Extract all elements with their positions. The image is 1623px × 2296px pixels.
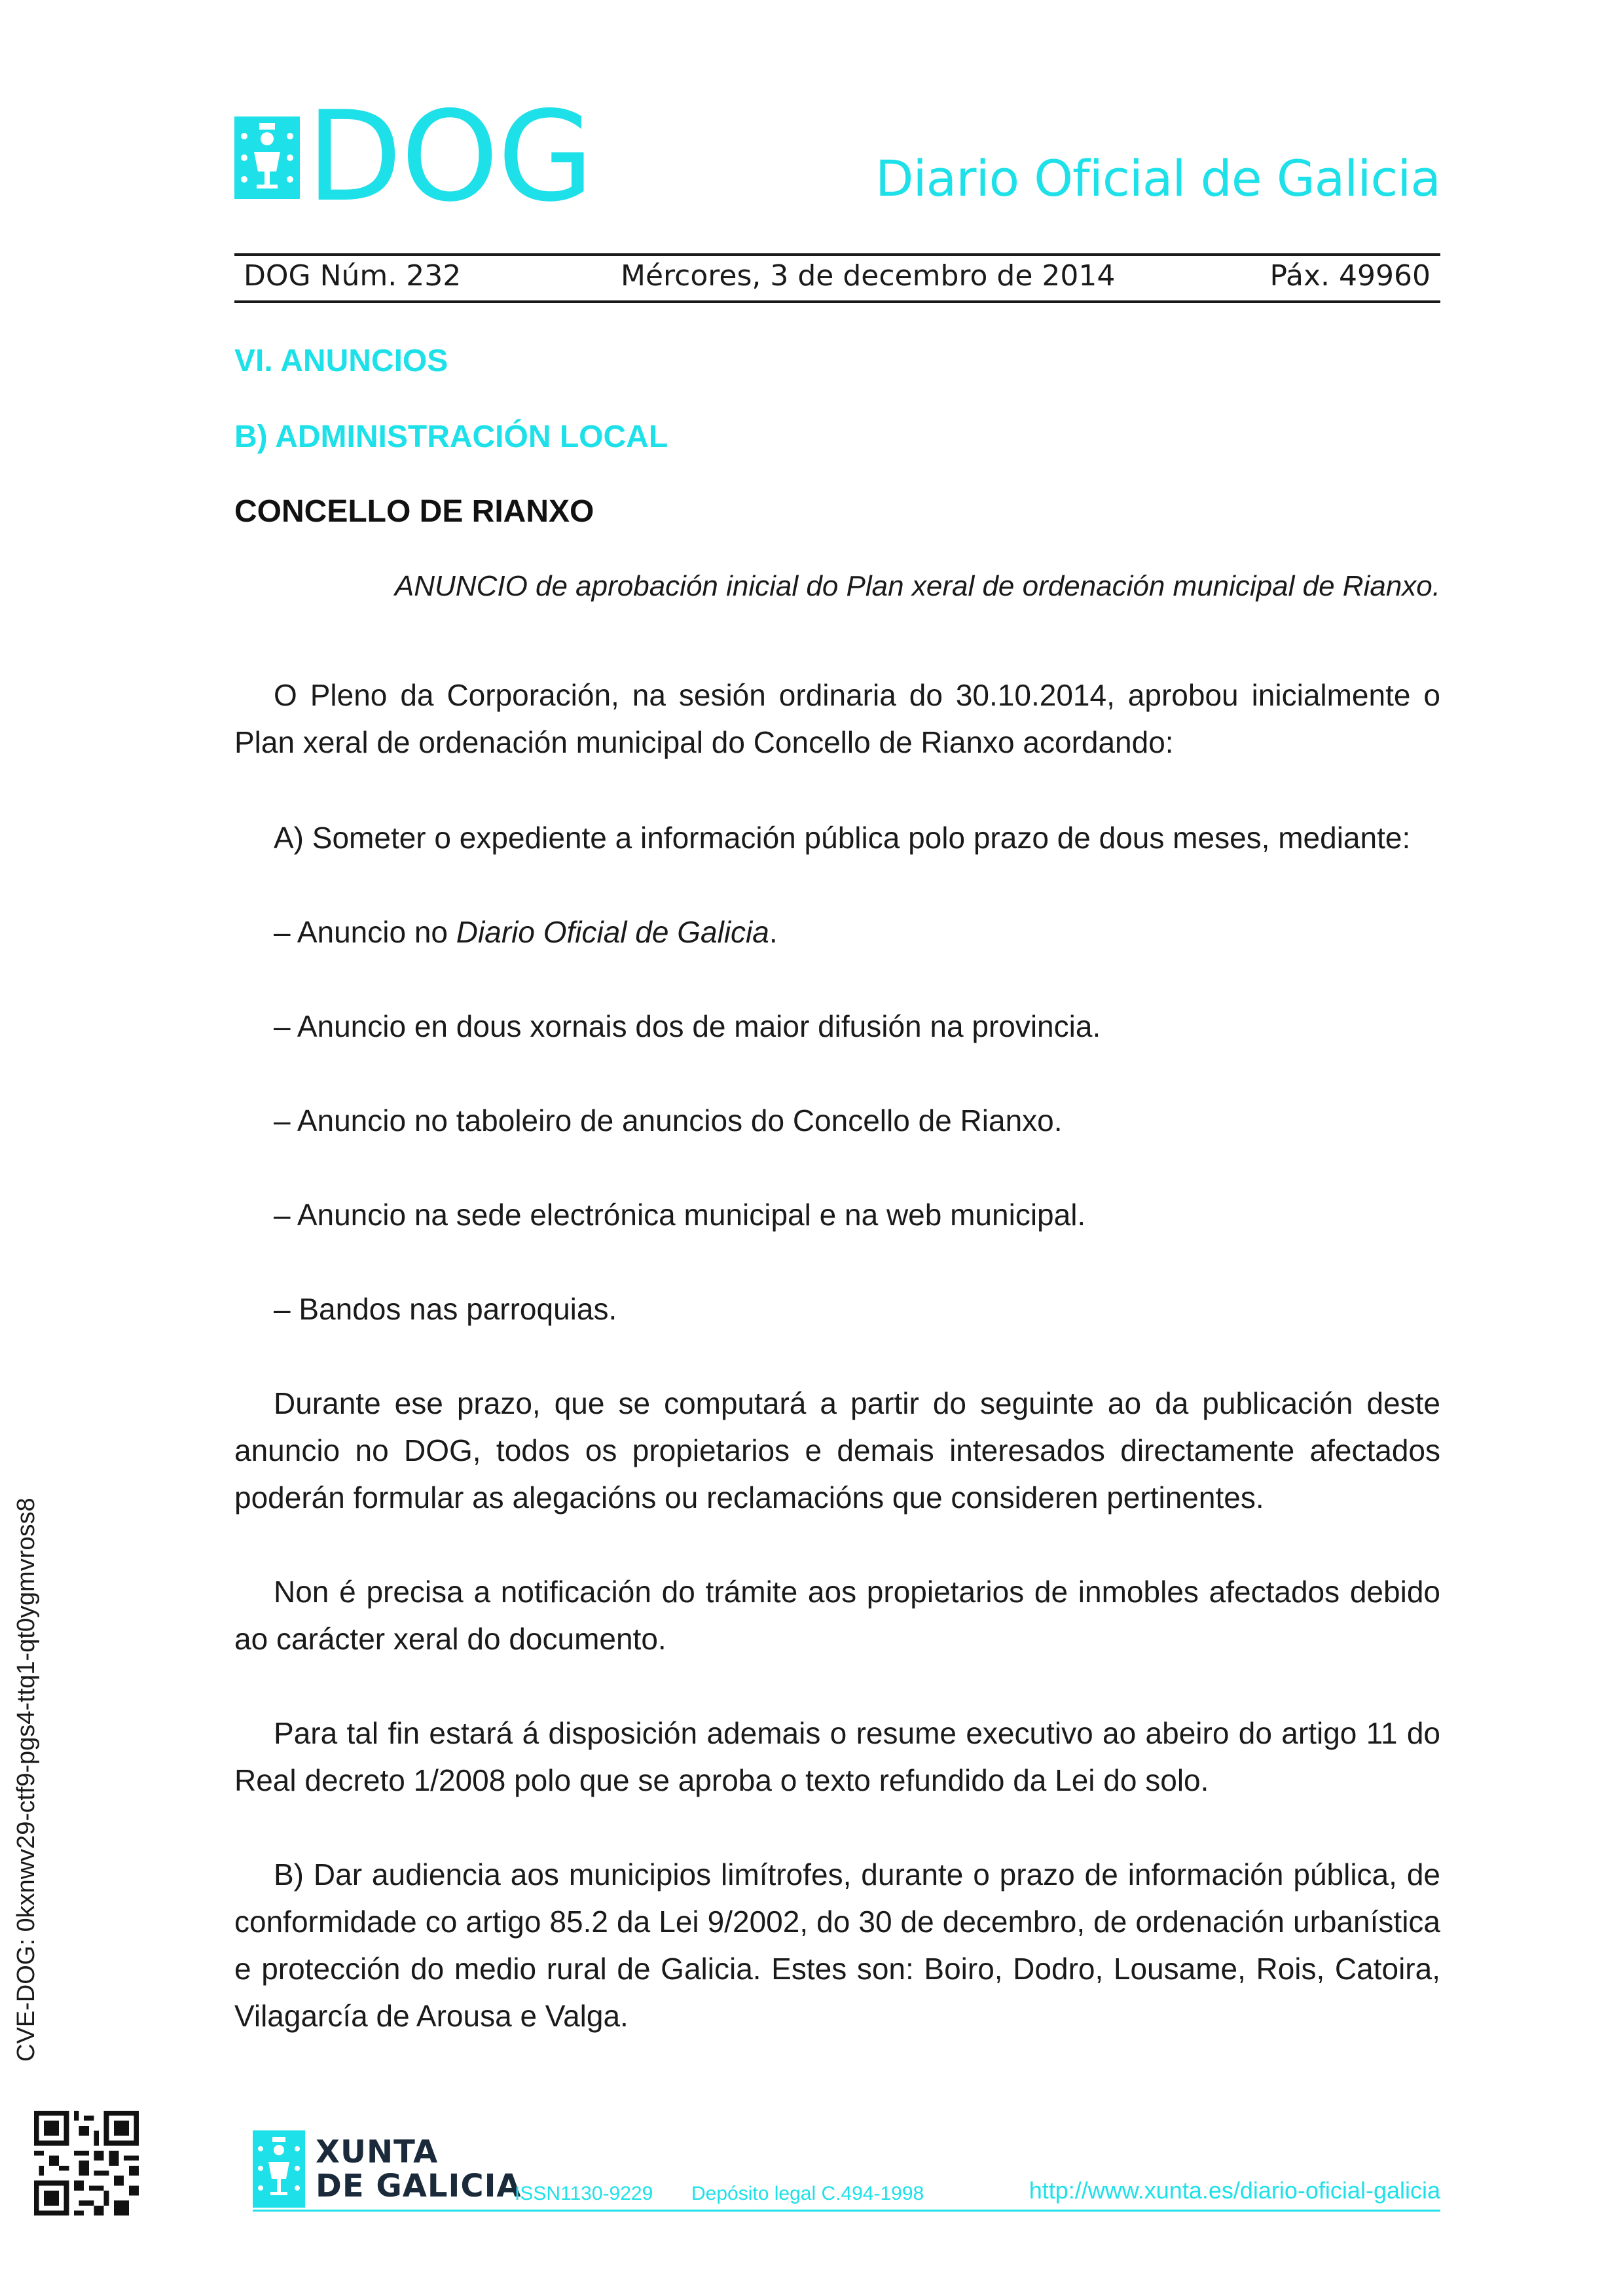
header-bottom-rule (234, 300, 1440, 303)
cve-code: CVE-DOG: 0kxnwv29-ctf9-pgs4-ttq1-qt0ygmvross8 (12, 1498, 40, 2062)
bullet-2: – Anuncio en dous xornais dos de maior difusión na provincia. (274, 1009, 1101, 1043)
section-heading: VI. ANUNCIOS (234, 344, 448, 378)
paragraph-3: Durante ese prazo, que se computará a partir do seguinte ao da publicación deste anuncio no DOG, todos os propietarios e demais interesados directamente afectados poderán formular as alegacións ou reclamacións que consideren pertinentes. (234, 1386, 1440, 1515)
header-top-rule (234, 253, 1440, 256)
footer-url-link[interactable]: http://www.xunta.es/diario-oficial-galicia (1029, 2177, 1440, 2204)
bullet-5: – Bandos nas parroquias. (274, 1292, 617, 1326)
xunta-coat-of-arms-icon (253, 2130, 305, 2208)
bullet-1: – Anuncio no Diario Oficial de Galicia. (274, 915, 778, 949)
issue-number: DOG Núm. 232 (244, 259, 462, 293)
bullet-4: – Anuncio na sede electrónica municipal e na web municipal. (274, 1198, 1086, 1232)
xunta-logo-text: XUNTA DE GALICIA (316, 2134, 522, 2204)
issue-date: Mércores, 3 de decembro de 2014 (621, 259, 1116, 293)
footer-rule (253, 2210, 1440, 2212)
subsection-heading: B) ADMINISTRACIÓN LOCAL (234, 420, 668, 454)
paragraph-1: O Pleno da Corporación, na sesión ordinaria do 30.10.2014, aprobou inicialmente o Plan xeral de ordenación municipal do Concello de Rianxo acordando: (234, 678, 1440, 759)
entity-heading: CONCELLO DE RIANXO (234, 494, 594, 529)
issn: ISSN1130-9229 (515, 2183, 653, 2204)
paragraph-2: A) Someter o expediente a información pública polo prazo de dous meses, mediante: (274, 821, 1411, 855)
announcement-title: ANUNCIO de aprobación inicial do Plan xeral de ordenación municipal de Rianxo. (394, 570, 1440, 602)
deposito-legal: Depósito legal C.494-1998 (691, 2183, 924, 2204)
qr-code-icon (34, 2111, 139, 2215)
paragraph-5: Para tal fin estará á disposición ademais o resume executivo ao abeiro do artigo 11 do Real decreto 1/2008 polo que se aproba o texto refundido da Lei do solo. (234, 1716, 1440, 1797)
masthead-title: Diario Oficial de Galicia (875, 149, 1440, 207)
paragraph-4: Non é precisa a notificación do trámite aos propietarios de inmobles afectados debido ao carácter xeral do documento. (234, 1575, 1440, 1656)
page-number: Páx. 49960 (1269, 259, 1431, 293)
bullet-3: – Anuncio no taboleiro de anuncios do Concello de Rianxo. (274, 1103, 1063, 1138)
paragraph-6: B) Dar audiencia aos municipios limítrofes, durante o prazo de información pública, de conformidade co artigo 85.2 da Lei 9/2002, do 30 de decembro, de ordenación urbanística e protección do medio rural de Galicia. Estes son: Boiro, Dodro, Lousame, Rois, Catoira, Vilagarcía de Arousa e Valga. (234, 1857, 1440, 2033)
galicia-coat-of-arms-icon (234, 117, 300, 199)
dog-logo-text: DOG (306, 84, 593, 229)
